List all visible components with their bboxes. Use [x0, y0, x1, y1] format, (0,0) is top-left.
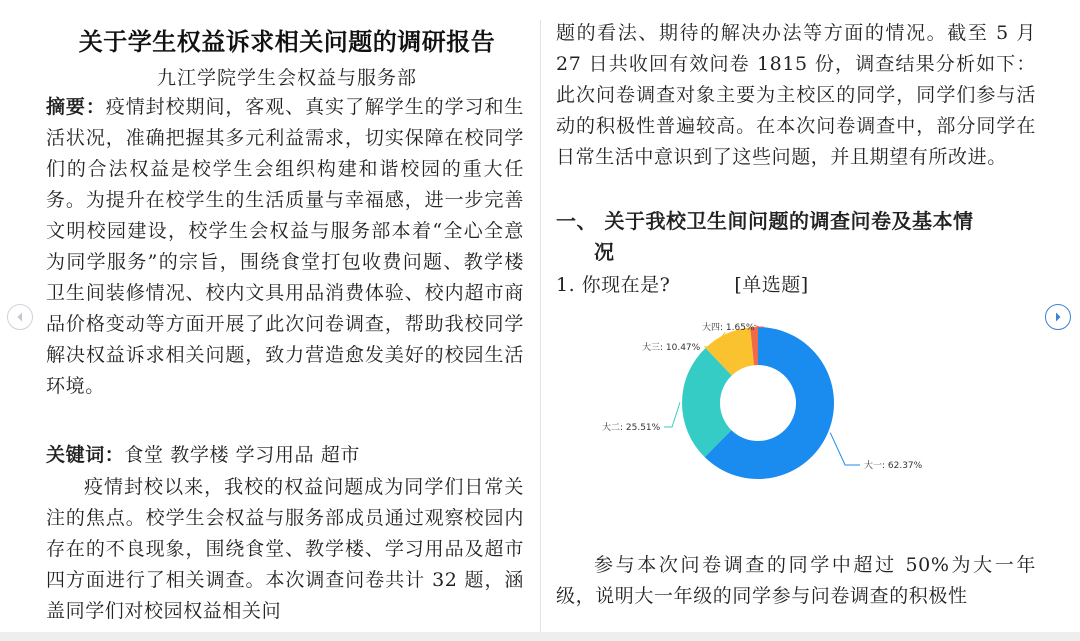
- question-line: [556, 270, 809, 297]
- keywords-line: [46, 440, 524, 471]
- analysis-paragraph: 参与本次问卷调查的同学中超过 50%为大一年级，说明大一年级的同学参与问卷调查的积极性: [556, 554, 1036, 607]
- section-heading: [556, 206, 1038, 268]
- chevron-right-icon: [1052, 311, 1064, 323]
- leader-line-2: [664, 402, 680, 427]
- next-page-button[interactable]: [1045, 304, 1071, 330]
- author-line: 九江学院学生会权益与服务部: [156, 67, 417, 89]
- keywords-text: 食堂 教学楼 学习用品 超市: [124, 444, 360, 466]
- intro-paragraph: 疫情封校以来，我校的权益问题成为同学们日常关注的焦点。校学生会权益与服务部成员通过观察校园内存在的不良现象，围绕食堂、教学楼、学习用品及超市四方面进行了相关调查。本次调查问卷共计 32 题，涵盖同学们对校园权益相关问: [46, 476, 524, 622]
- bottom-scroll-strip: [0, 632, 1080, 641]
- leader-line-4: [754, 325, 764, 327]
- prev-page-button[interactable]: [7, 304, 33, 330]
- question-type: [单选题]: [734, 274, 809, 296]
- section-heading-line1: 一、 关于我校卫生间问题的调查问卷及基本情: [556, 209, 974, 233]
- page-title: 关于学生权益诉求相关问题的调研报告: [78, 28, 496, 56]
- slice-label-1: 大一: 62.37%: [864, 461, 923, 471]
- survey-summary-paragraph: 题的看法、期待的解决办法等方面的情况。截至 5 月 27 日共收回有效问卷 1815 份，调查结果分析如下：此次问卷调查对象主要为主校区的同学，同学们参与活动的积极性普遍较高。在本次问卷调查中，部分同学在日常生活中意识到了这些问题，并且期望有所改进。: [556, 22, 1036, 168]
- abstract-paragraph: [46, 92, 524, 402]
- abstract-label: 摘要：: [46, 96, 106, 118]
- grade-donut-chart: [556, 312, 1036, 522]
- slice-label-4: 大四: 1.65%: [702, 323, 755, 333]
- leader-line-1: [830, 433, 860, 465]
- slice-label-3: 大三: 10.47%: [642, 343, 701, 353]
- question-text: 1. 你现在是?: [556, 274, 671, 296]
- slice-label-2: 大二: 25.51%: [602, 423, 661, 433]
- abstract-text: 疫情封校期间，客观、真实了解学生的学习和生活状况，准确把握其多元利益需求，切实保障在校同学们的合法权益是校学生会组织构建和谐校园的重大任务。为提升在校学生的生活质量与幸福感，进一步完善文明校园建设，校学生会权益与服务部本着“全心全意为同学服务”的宗旨，围绕食堂打包收费问题、教学楼卫生间装修情况、校内文具用品消费体验、校内超市商品价格变动等方面开展了此次问卷调查，帮助我校同学解决权益诉求相关问题，致力营造愈发美好的校园生活环境。: [46, 96, 524, 397]
- keywords-label: 关键词：: [46, 444, 125, 466]
- column-divider: [540, 20, 541, 641]
- section-heading-line2: 况: [594, 240, 615, 264]
- chevron-left-icon: [14, 311, 26, 323]
